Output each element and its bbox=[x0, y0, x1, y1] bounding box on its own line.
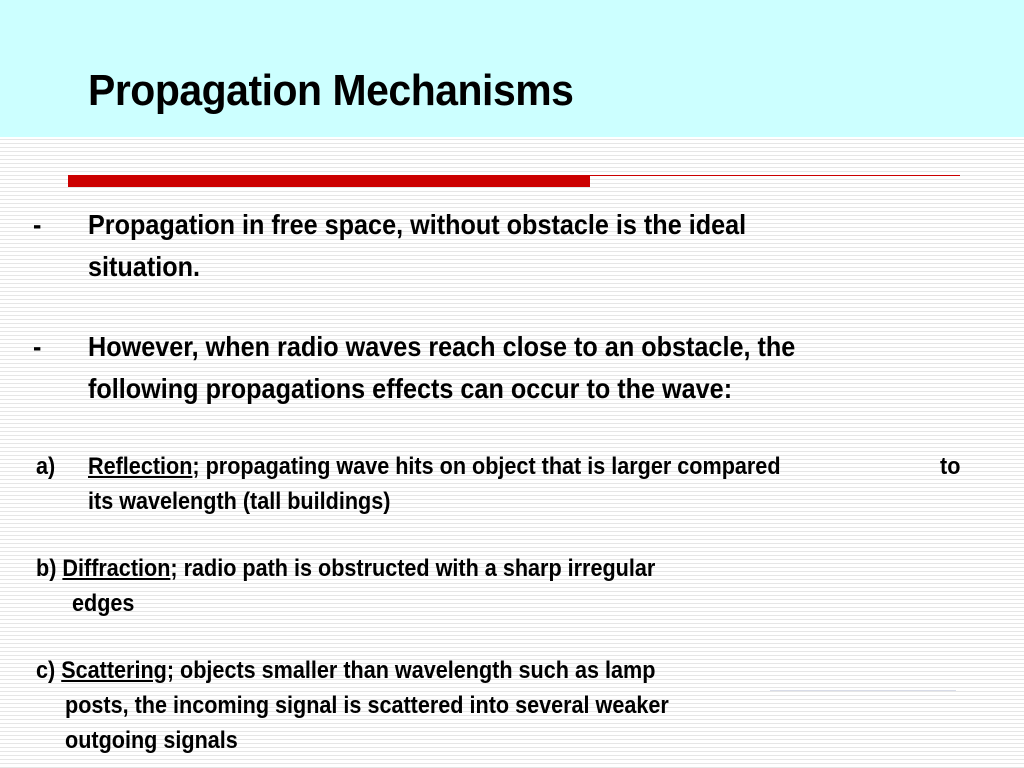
item-c-line-2: posts, the incoming signal is scattered into several weaker bbox=[65, 692, 669, 719]
item-b-line-2: edges bbox=[72, 590, 135, 617]
bullet-2-line-2: following propagations effects can occur to the wave: bbox=[88, 373, 733, 404]
item-a-line-2: its wavelength (tall buildings) bbox=[88, 488, 391, 515]
item-a-term: Reflection bbox=[88, 453, 193, 480]
item-c-line-1-rest: ; objects smaller than wavelength such as lamp bbox=[166, 657, 656, 684]
item-a-line-1-rest: ; propagating wave hits on object that is larger compared bbox=[192, 453, 781, 480]
bullet-1-line-1: Propagation in free space, without obstacle is the ideal bbox=[88, 209, 747, 240]
bullet-2-marker: - bbox=[33, 331, 42, 362]
item-c-line-3: outgoing signals bbox=[65, 727, 238, 754]
item-b-line-1-rest: ; radio path is obstructed with a sharp irregular bbox=[170, 555, 656, 582]
item-a-line-1 bbox=[88, 449, 781, 484]
bullet-2-line-1: However, when radio waves reach close to an obstacle, the bbox=[88, 331, 796, 362]
item-c-line-1 bbox=[36, 653, 655, 688]
title-underline-thick bbox=[68, 175, 590, 187]
item-a-marker: a) bbox=[36, 453, 56, 480]
footer-rule bbox=[770, 690, 956, 691]
item-b-term: Diffraction bbox=[62, 555, 171, 582]
bullet-1-line-2: situation. bbox=[88, 251, 201, 282]
item-c-term: Scattering bbox=[61, 657, 167, 684]
item-a-line-1-end: to bbox=[940, 453, 961, 480]
item-c-marker: c) bbox=[36, 657, 56, 684]
bullet-1-marker: - bbox=[33, 209, 42, 240]
slide-title: Propagation Mechanisms bbox=[88, 66, 574, 115]
item-b-marker: b) bbox=[36, 555, 57, 582]
item-b-line-1 bbox=[36, 551, 655, 586]
title-underline-thin bbox=[590, 175, 960, 176]
